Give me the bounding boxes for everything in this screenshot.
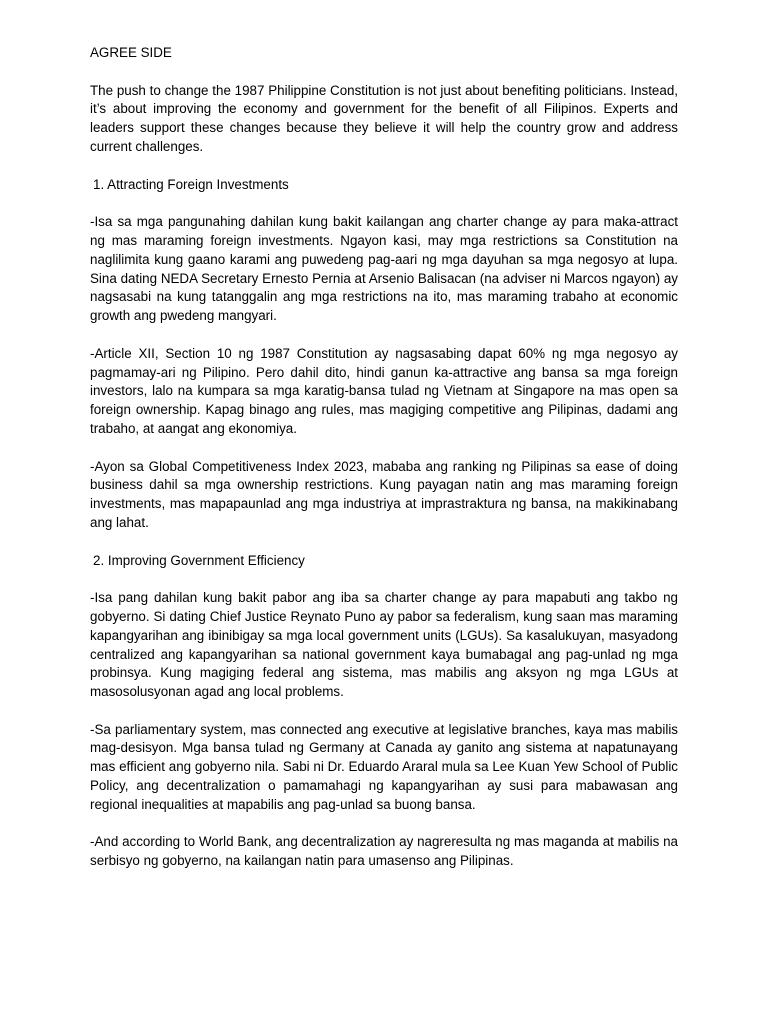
paragraph: -And according to World Bank, ang decentralization ay nagreresulta ng mas maganda at mabilis na serbisyo ng gobyerno, na kailangan natin para umasenso ang Pilipinas. xyxy=(90,834,678,869)
paragraph: -Isa sa mga pangunahing dahilan kung bakit kailangan ang charter change ay para maka-attract ng mas maraming foreign investments. Ngayon kasi, may mga restrictions sa Constitution na naglilimita kung gaano karami ang puwedeng pag-aari ng mga dayuhan sa mga negosyo at lupa. Sina dating NEDA Secretary Ernesto Pernia at Arsenio Balisacan (na adviser ni Marcos ngayon) ay nagsasabi na kung tatanggalin ang mga restrictions na ito, mas maraming trabaho at economic growth ang pwedeng mangyari. xyxy=(90,214,678,324)
section-heading-government-efficiency: 2. Improving Government Efficiency xyxy=(93,552,305,568)
paragraph: -Ayon sa Global Competitiveness Index 2023, mababa ang ranking ng Pilipinas sa ease of doing business dahil sa mga ownership restrictions. Kung payagan natin ang mas maraming foreign investments, mas mapapaunlad ang mga industriya at imprastraktura ng bansa, na makikinabang ang lahat. xyxy=(90,458,678,530)
intro-paragraph: The push to change the 1987 Philippine Constitution is not just about benefiting politicians. Instead, it’s about improving the economy and government for the benefit of all Filipinos. Experts and leaders support these changes because they believe it will help the country grow and address current challenges. xyxy=(90,82,678,154)
section-heading-foreign-investments: 1. Attracting Foreign Investments xyxy=(93,176,289,192)
document-title: AGREE SIDE xyxy=(90,45,172,60)
paragraph: -Sa parliamentary system, mas connected ang executive at legislative branches, kaya mas mabilis mag-desisyon. Mga bansa tulad ng Germany at Canada ay ganito ang sistema at napatunayang mas efficient ang gobyerno nila. Sabi ni Dr. Eduardo Araral mula sa Lee Kuan Yew School of Public Policy, ang decentralization o pamamahagi ng kapangyarihan ay susi para mabawasan ang regional inequalities at mapabilis ang pag-unlad sa buong bansa. xyxy=(90,721,678,812)
paragraph: -Isa pang dahilan kung bakit pabor ang iba sa charter change ay para mapabuti ang takbo ng gobyerno. Si dating Chief Justice Reynato Puno ay pabor sa federalism, kung saan mas maraming kapangyarihan ang ibinibigay sa mga local government units (LGUs). Sa kasalukuyan, masyadong centralized ang kapangyarihan sa national government kaya bumabagal ang pag-unlad ng mga probinsya. Kung magiging federal ang sistema, mas mabilis ang aksyon ng mga LGUs at masosolusyonan agad ang local problems. xyxy=(90,590,678,700)
paragraph: -Article XII, Section 10 ng 1987 Constitution ay nagsasabing dapat 60% ng mga negosyo ay pagmamay-ari ng Pilipino. Pero dahil dito, hindi ganun ka-attractive ang bansa sa mga foreign investors, lalo na kumpara sa mga karatig-bansa tulad ng Vietnam at Singapore na mas open sa foreign ownership. Kapag binago ang rules, mas magiging competitive ang Pilipinas, dadami ang trabaho, at aangat ang ekonomiya. xyxy=(90,345,678,436)
document-page xyxy=(90,44,678,890)
